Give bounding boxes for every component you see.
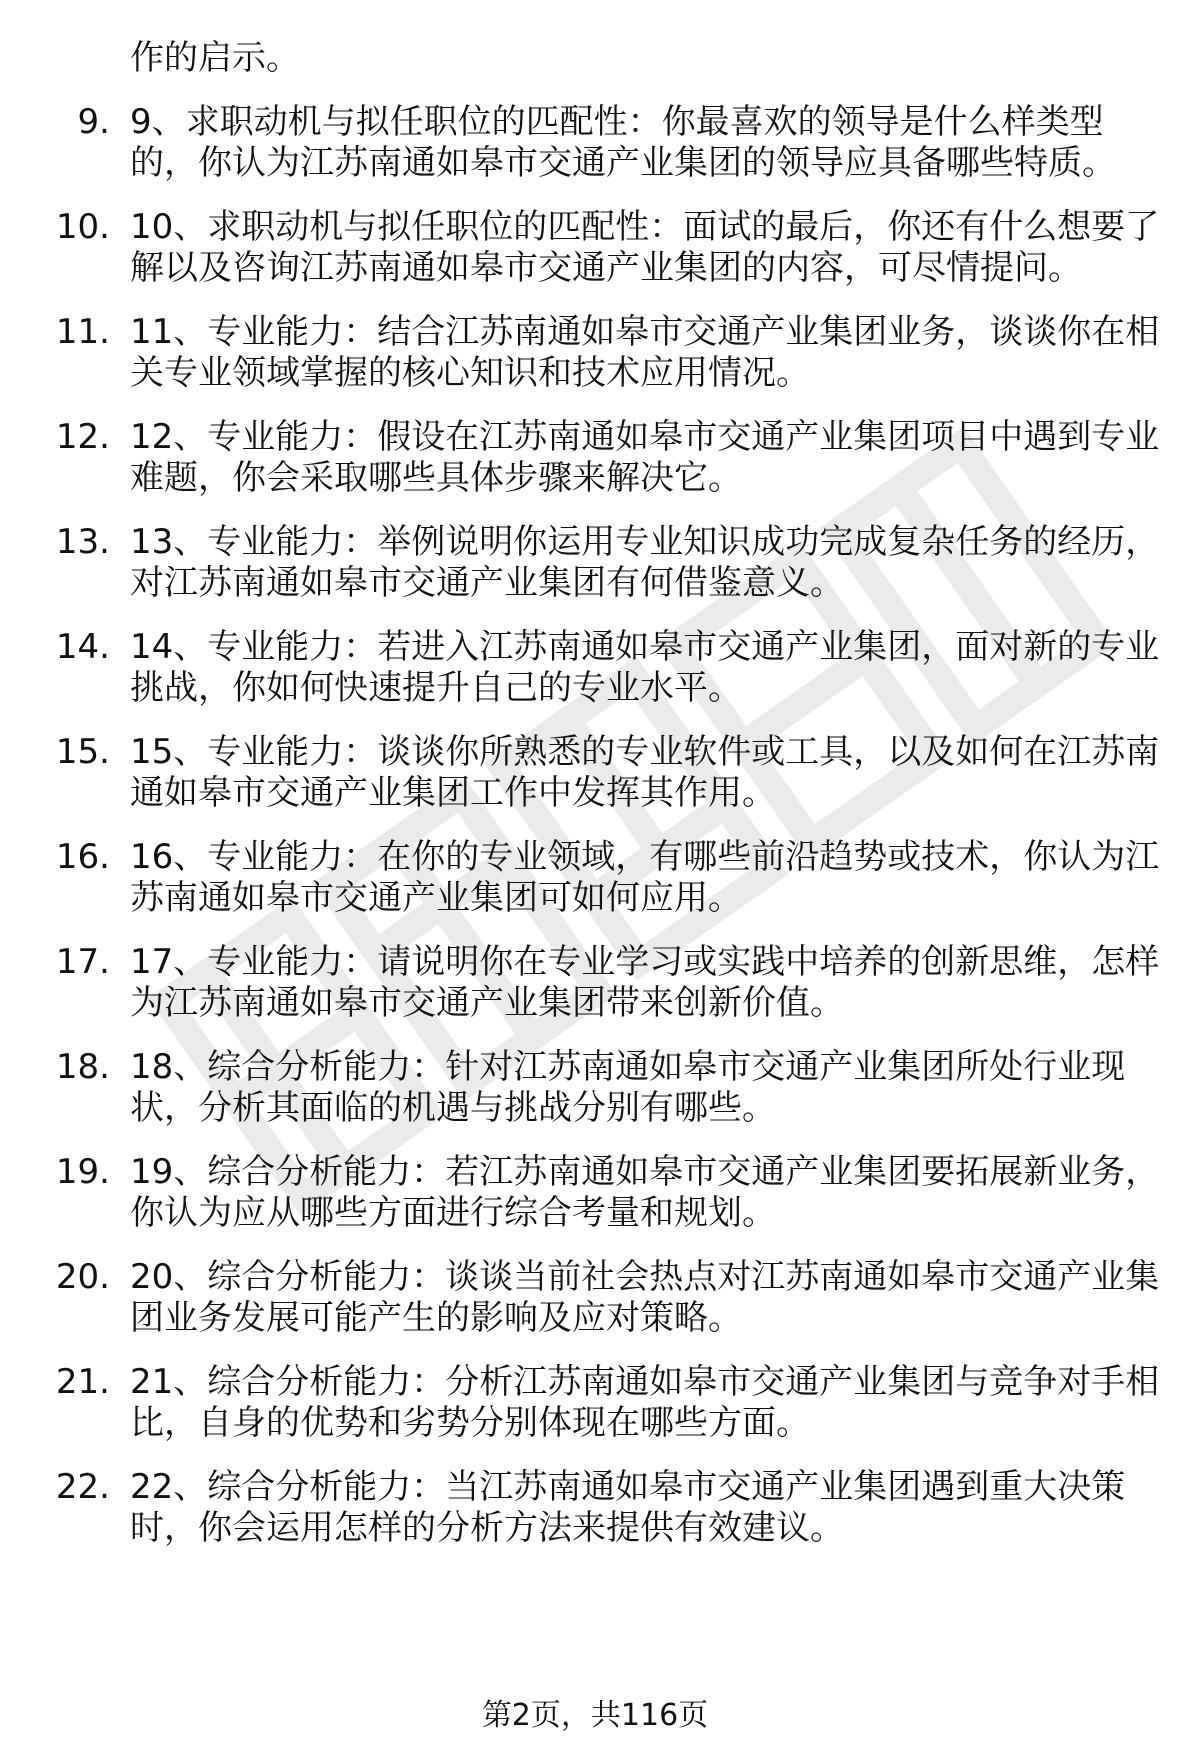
list-item	[0, 627, 1160, 709]
list-number: 13.	[55, 522, 110, 562]
list-item	[0, 1152, 1160, 1234]
question-text: 20、综合分析能力：谈谈当前社会热点对江苏南通如皋市交通产业集团业务发展可能产生的影响及应对策略。	[130, 1257, 1160, 1338]
list-number: 18.	[55, 1047, 110, 1087]
question-text: 22、综合分析能力：当江苏南通如皋市交通产业集团遇到重大决策时，你会运用怎样的分析方法来提供有效建议。	[130, 1467, 1126, 1548]
list-item	[0, 1362, 1160, 1444]
question-text: 17、专业能力：请说明你在专业学习或实践中培养的创新思维，怎样为江苏南通如皋市交通产业集团带来创新价值。	[130, 942, 1160, 1023]
list-number: 9.	[77, 102, 110, 142]
list-item	[0, 207, 1160, 289]
list-number: 10.	[55, 207, 110, 247]
list-item	[0, 1467, 1160, 1549]
list-number: 15.	[55, 732, 110, 772]
list-item	[0, 417, 1160, 499]
question-list	[0, 102, 1190, 1549]
question-text: 15、专业能力：谈谈你所熟悉的专业软件或工具，以及如何在江苏南通如皋市交通产业集团工作中发挥其作用。	[130, 732, 1160, 813]
question-text: 13、专业能力：举例说明你运用专业知识成功完成复杂任务的经历，对江苏南通如皋市交通产业集团有何借鉴意义。	[130, 522, 1160, 603]
list-item	[0, 837, 1160, 919]
question-text: 14、专业能力：若进入江苏南通如皋市交通产业集团，面对新的专业挑战，你如何快速提升自己的专业水平。	[130, 627, 1160, 708]
question-text: 12、专业能力：假设在江苏南通如皋市交通产业集团项目中遇到专业难题，你会采取哪些具体步骤来解决它。	[130, 417, 1160, 498]
question-text: 10、求职动机与拟任职位的匹配性：面试的最后，你还有什么想要了解以及咨询江苏南通如皋市交通产业集团的内容，可尽情提问。	[130, 207, 1160, 288]
continued-paragraph: 作的启示。	[130, 38, 300, 78]
list-number: 22.	[55, 1467, 110, 1507]
list-number: 21.	[55, 1362, 110, 1402]
question-text: 21、综合分析能力：分析江苏南通如皋市交通产业集团与竞争对手相比，自身的优势和劣势分别体现在哪些方面。	[130, 1362, 1160, 1443]
list-number: 14.	[55, 627, 110, 667]
question-text: 16、专业能力：在你的专业领域，有哪些前沿趋势或技术，你认为江苏南通如皋市交通产业集团可如何应用。	[130, 837, 1160, 918]
list-number: 19.	[55, 1152, 110, 1192]
page-number-footer: 第2页，共116页	[481, 1698, 709, 1733]
list-item	[0, 1047, 1160, 1129]
list-number: 12.	[55, 417, 110, 457]
list-number: 17.	[55, 942, 110, 982]
list-item	[0, 522, 1160, 604]
list-item	[0, 312, 1160, 394]
list-item	[0, 732, 1160, 814]
question-text: 18、综合分析能力：针对江苏南通如皋市交通产业集团所处行业现状，分析其面临的机遇与挑战分别有哪些。	[130, 1047, 1126, 1128]
list-number: 16.	[55, 837, 110, 877]
question-text: 9、求职动机与拟任职位的匹配性：你最喜欢的领导是什么样类型的，你认为江苏南通如皋市交通产业集团的领导应具备哪些特质。	[130, 102, 1116, 183]
question-text: 11、专业能力：结合江苏南通如皋市交通产业集团业务，谈谈你在相关专业领域掌握的核心知识和技术应用情况。	[130, 312, 1160, 393]
list-number: 11.	[55, 312, 110, 352]
list-number: 20.	[55, 1257, 110, 1297]
question-text: 19、综合分析能力：若江苏南通如皋市交通产业集团要拓展新业务，你认为应从哪些方面进行综合考量和规划。	[130, 1152, 1160, 1233]
list-item	[0, 102, 1160, 184]
list-item	[0, 1257, 1160, 1339]
list-item	[0, 942, 1160, 1024]
